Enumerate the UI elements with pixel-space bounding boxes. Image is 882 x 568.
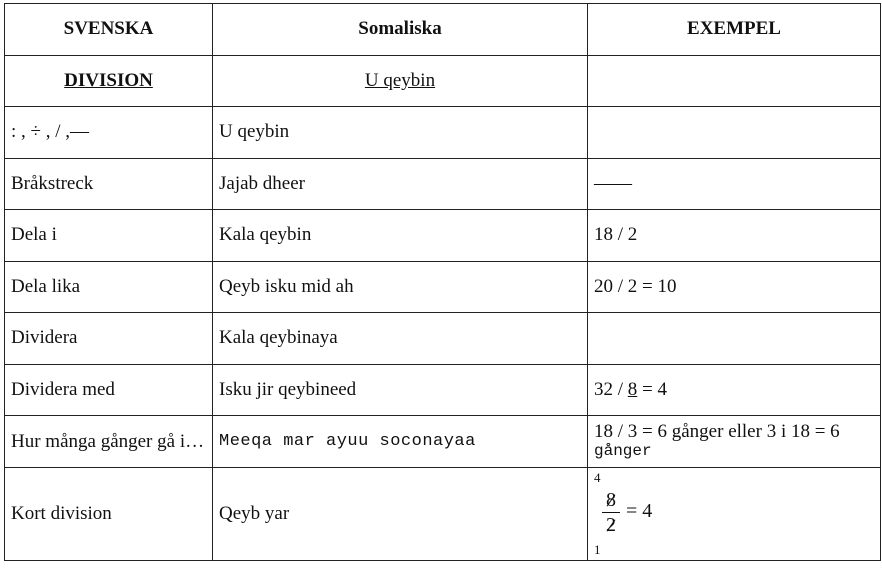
- table-row: [5, 364, 881, 416]
- cell-exempel: 20 / 2 = 10: [588, 261, 881, 313]
- fraction: [602, 488, 620, 537]
- cell-somaliska: Qeyb yar: [213, 467, 588, 560]
- fraction-numerator: [602, 488, 620, 512]
- table-row: [5, 261, 881, 313]
- cell-somaliska: U qeybin: [213, 107, 588, 159]
- fraction-denominator: [602, 513, 620, 537]
- example-divisor: 8: [627, 378, 638, 400]
- cell-exempel: [588, 416, 881, 468]
- cell-somaliska: Isku jir qeybineed: [213, 364, 588, 416]
- cell-exempel: [588, 467, 881, 560]
- cell-exempel: [588, 107, 881, 159]
- example-part: = 4: [637, 378, 667, 400]
- cell-exempel: 18 / 2: [588, 210, 881, 262]
- translation-table: [4, 3, 881, 561]
- numerator-text: 8: [606, 488, 616, 511]
- table-row: [5, 416, 881, 468]
- cell-svenska: Dela i: [5, 210, 213, 262]
- fraction-result: = 4: [626, 499, 653, 522]
- cell-somaliska: Jajab dheer: [213, 158, 588, 210]
- cell-somaliska: Qeyb isku mid ah: [213, 261, 588, 313]
- table-row: [5, 107, 881, 159]
- cell-svenska: Dela lika: [5, 261, 213, 313]
- cell-exempel: [588, 313, 881, 365]
- table-row: [5, 158, 881, 210]
- example-line: gånger: [594, 442, 652, 461]
- cell-svenska: Dividera med: [5, 364, 213, 416]
- cell-somaliska: Meeqa mar ayuu soconayaa: [213, 416, 588, 468]
- cell-exempel: [588, 364, 881, 416]
- cell-svenska: Hur många gånger gå i…: [5, 416, 213, 468]
- example-line: 18 / 3 = 6 gånger eller 3 i 18 = 6: [594, 421, 840, 443]
- cell-exempel: ——: [588, 158, 881, 210]
- example-part: 32 /: [594, 378, 628, 400]
- section-title: DIVISION: [64, 69, 153, 91]
- cell-svenska: Kort division: [5, 467, 213, 560]
- header-svenska: SVENSKA: [5, 4, 213, 56]
- table-row: [5, 210, 881, 262]
- cell-somaliska: [213, 55, 588, 107]
- table-row: [5, 55, 881, 107]
- cell-somaliska: Kala qeybin: [213, 210, 588, 262]
- carry-subscript: 1: [594, 541, 601, 557]
- cell-svenska: : , ÷ , / ,—: [5, 107, 213, 159]
- denominator-text: 2: [606, 513, 616, 536]
- section-translation: U qeybin: [364, 69, 436, 91]
- header-row: [5, 4, 881, 56]
- header-exempel: EXEMPEL: [588, 4, 881, 56]
- cell-somaliska: Kala qeybinaya: [213, 313, 588, 365]
- header-somaliska: Somaliska: [213, 4, 588, 56]
- cell-svenska: Bråkstreck: [5, 158, 213, 210]
- short-division-example: [588, 468, 880, 560]
- cell-svenska: [5, 55, 213, 107]
- table-row: [5, 467, 881, 560]
- cell-svenska: Dividera: [5, 313, 213, 365]
- cell-exempel: [588, 55, 881, 107]
- carry-superscript: 4: [594, 469, 601, 485]
- table-row: [5, 313, 881, 365]
